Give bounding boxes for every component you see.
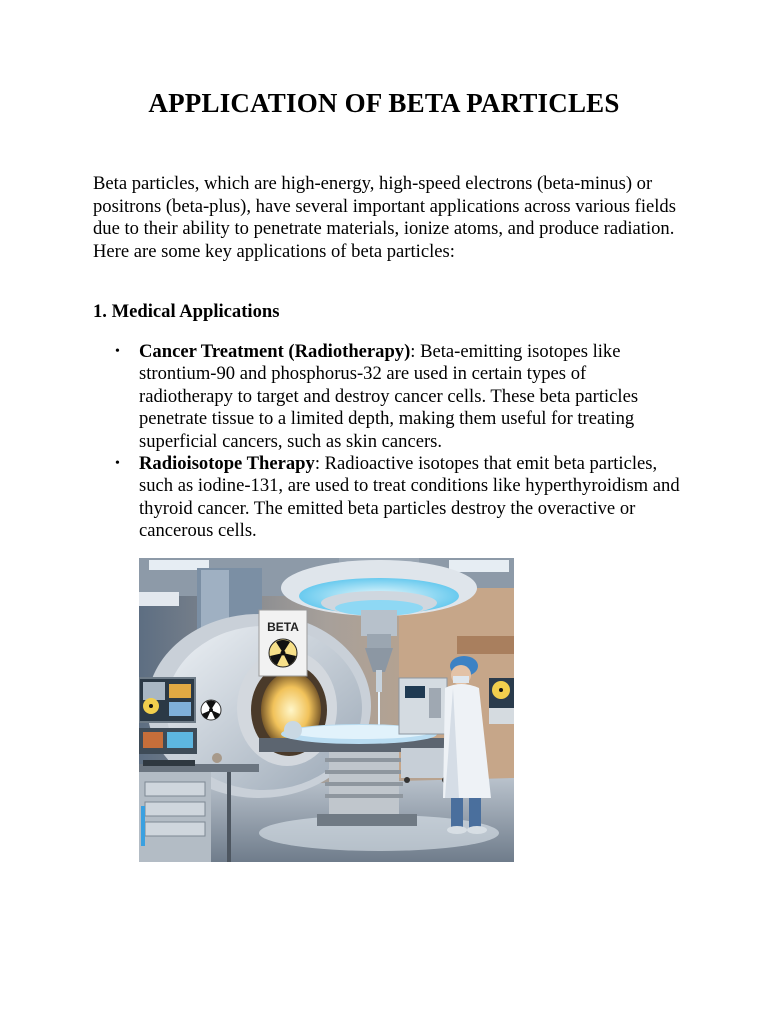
bullet-term: Radioisotope Therapy xyxy=(139,453,315,475)
applications-list xyxy=(93,341,683,543)
bullet-term: Cancer Treatment (Radiotherapy) xyxy=(139,341,411,362)
section-heading: 1. Medical Applications xyxy=(93,301,280,322)
bullet-text: : Radioactive isotopes that emit beta particles, such as iodine-131, are used to treat conditions like hyperthyroidism and thyroid cancer. The emitted beta particles destroy the overactive or cancerous cells. xyxy=(139,453,680,542)
document-title: APPLICATION OF BETA PARTICLES xyxy=(148,88,620,118)
list-item xyxy=(93,453,683,543)
intro-paragraph: Beta particles, which are high-energy, high-speed electrons (beta-minus) or positrons (beta-plus), have several important applications across various fields due to their ability to penetrate materials, ionize atoms, and produce radiation. Here are some key applications of beta particles: xyxy=(93,173,676,262)
bullet-icon: • xyxy=(115,344,120,359)
list-item xyxy=(93,341,683,453)
beta-sign-label: BETA xyxy=(267,620,299,634)
radiotherapy-illustration xyxy=(139,558,514,862)
bullet-text: : Beta-emitting isotopes like strontium-90 and phosphorus-32 are used in certain types of radiotherapy to target and destroy cancer cells. These beta particles penetrate tissue to a limited depth, making them useful for treating superficial cancers, such as skin cancers. xyxy=(139,341,639,452)
bullet-icon: • xyxy=(115,456,120,472)
